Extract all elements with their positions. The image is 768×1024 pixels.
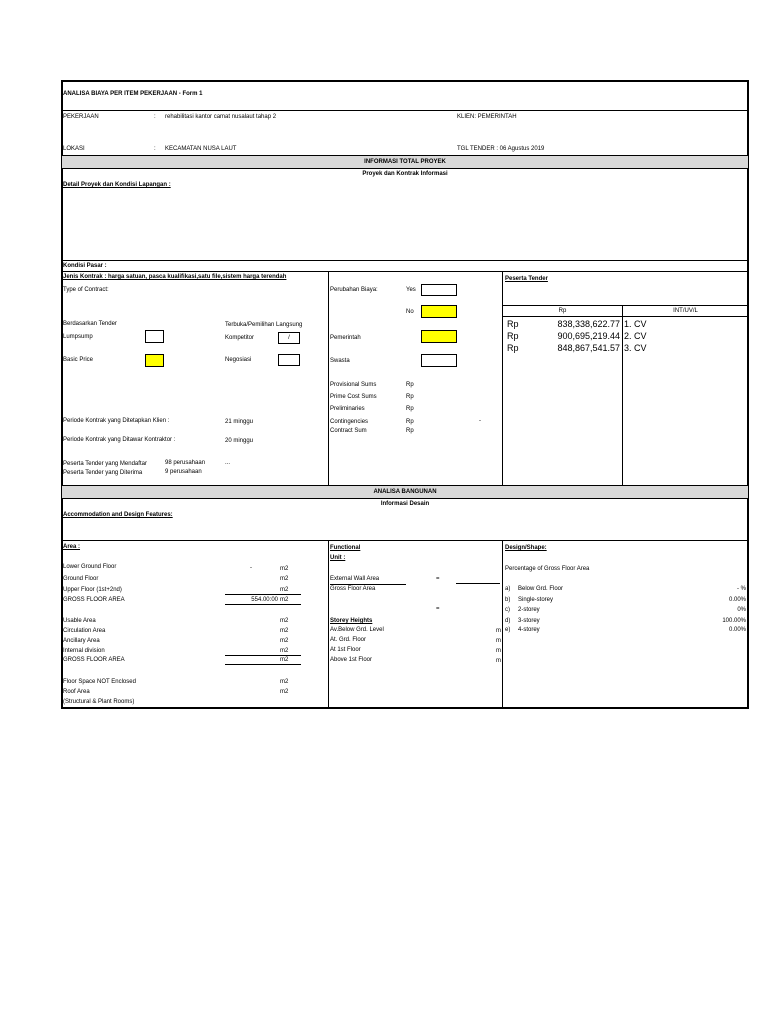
peserta-mendaftar-value: 98 perusahaan: [165, 460, 206, 466]
lumpsump-checkbox[interactable]: [145, 330, 164, 343]
periode-kontraktor-label: Periode Kontrak yang Ditawar Kontraktor :: [63, 437, 176, 443]
external-wall-eq: =: [436, 576, 440, 582]
shape-d-value: 100.00%: [722, 618, 746, 624]
lower-ground-unit: m2: [280, 566, 289, 572]
form-title: ANALISA BIAYA PER ITEM PEKERJAAN - Form 1: [63, 91, 203, 97]
shape-c-value: 0%: [737, 607, 746, 613]
storey-heights-title: Storey Heights: [330, 618, 373, 624]
storey-below-label: Av.Below Grd. Level: [330, 627, 384, 633]
shape-c-key: c): [505, 607, 510, 613]
peserta-diterima-label: Peserta Tender yang Diterima: [63, 470, 143, 476]
tgl-tender: TGL TENDER : 06 Agustus 2019: [457, 146, 545, 152]
lokasi-label: LOKASI: [63, 146, 85, 152]
ancillary-area-label: Ancillary Area: [63, 638, 100, 644]
shape-c-label: 2-storey: [518, 607, 540, 613]
klien-label: KLIEN: PEMERINTAH: [457, 114, 517, 120]
ground-floor-unit: m2: [280, 576, 289, 582]
lokasi-value: KECAMATAN NUSA LAUT: [165, 146, 237, 152]
not-enclosed-label: Floor Space NOT Enclosed: [63, 679, 136, 685]
periode-klien-label: Periode Kontrak yang Ditetapkan Klien :: [63, 418, 170, 424]
basic-price-label: Basic Price: [63, 357, 94, 363]
storey-above-label: Above 1st Floor: [330, 657, 373, 663]
informasi-total-subtitle: Proyek dan Kontrak Informasi: [362, 171, 448, 177]
contingencies-label: Contingencies: [330, 419, 369, 425]
gross-floor-area-label: GROSS FLOOR AREA: [63, 597, 125, 603]
swasta-label: Swasta: [330, 358, 350, 364]
functional-title: Functional: [330, 545, 361, 551]
storey-first-label: At 1st Floor: [330, 647, 361, 653]
percentage-label: Percentage of Gross Floor Area: [505, 566, 590, 572]
storey-above-unit: m: [496, 658, 501, 664]
storey-below-unit: m: [496, 628, 501, 634]
lumpsump-label: Lumpsump: [63, 334, 93, 340]
shape-e-key: e): [505, 627, 511, 633]
shape-d-key: d): [505, 618, 511, 624]
lokasi-sep: :: [154, 146, 156, 152]
kompetitor-field[interactable]: /: [278, 332, 300, 344]
bidder-1-cur: Rp: [507, 319, 519, 329]
provisional-sums-cur: Rp: [406, 382, 414, 388]
shape-a-key: a): [505, 586, 511, 592]
informasi-desain-subtitle: Informasi Desain: [380, 501, 430, 507]
bidder-2-amount: 900,695,219.44: [557, 331, 620, 341]
circulation-area-unit: m2: [280, 628, 289, 634]
total-line: [225, 664, 301, 665]
divider: [62, 540, 748, 541]
total-line: [225, 604, 301, 605]
negosiasi-checkbox[interactable]: [278, 354, 300, 366]
column-divider: [502, 540, 503, 708]
upper-floor-unit: m2: [280, 587, 289, 593]
preliminaries-cur: Rp: [406, 406, 414, 412]
berdasarkan-tender-label: Berdasarkan Tender: [63, 321, 117, 327]
pekerjaan-label: PEKERJAAN: [63, 114, 99, 120]
terbuka-label: Terbuka/Pemilihan Langsung: [225, 322, 303, 328]
pemerintah-label: Pemerintah: [330, 335, 361, 341]
col-rp-header: Rp: [558, 308, 567, 314]
shape-b-label: Single-storey: [518, 597, 554, 603]
swasta-checkbox[interactable]: [421, 354, 457, 367]
shape-b-value: 0.00%: [728, 597, 746, 603]
no-checkbox[interactable]: [421, 305, 457, 318]
yes-label: Yes: [406, 287, 416, 293]
upper-floor-label: Upper Floor (1st+2nd): [63, 587, 122, 593]
periode-kontraktor-value: 20 minggu: [225, 438, 254, 444]
contract-sum-cur: Rp: [406, 428, 414, 434]
bidder-3-name: 3. CV: [624, 343, 647, 353]
bidder-1-amount: 838,338,622.77: [557, 319, 620, 329]
kompetitor-label: Kompetitor: [225, 335, 255, 341]
preliminaries-label: Preliminaries: [330, 406, 365, 412]
yes-checkbox[interactable]: [421, 284, 457, 296]
perubahan-biaya-label: Perubahan Biaya:: [330, 287, 378, 293]
divider: [62, 260, 748, 261]
ground-floor-label: Ground Floor: [63, 576, 99, 582]
lower-ground-label: Lower Ground Floor: [63, 564, 117, 570]
gross-floor-area-2-unit: m2: [280, 657, 289, 663]
periode-klien-value: 21 minggu: [225, 419, 254, 425]
ancillary-area-unit: m2: [280, 638, 289, 644]
gross-floor-label: Gross Floor Area: [330, 586, 376, 592]
gross-floor-area-unit: m2: [280, 597, 289, 603]
basic-price-checkbox[interactable]: [145, 354, 164, 367]
external-wall-label: External Wall Area: [330, 576, 380, 582]
divider: [62, 271, 748, 272]
shape-a-label: Below Grd. Floor: [518, 586, 564, 592]
type-of-contract-label: Type of Contract:: [63, 287, 109, 293]
sum-line: [225, 655, 301, 656]
shape-e-label: 4-storey: [518, 627, 540, 633]
accommodation-label: Accommodation and Design Features:: [63, 512, 173, 518]
column-divider: [502, 271, 503, 485]
prime-cost-cur: Rp: [406, 394, 414, 400]
detail-proyek-label: Detail Proyek dan Kondisi Lapangan :: [63, 182, 171, 188]
storey-ground-unit: m: [496, 638, 501, 644]
design-shape-title: Design/Shape:: [505, 545, 547, 551]
usable-area-label: Usable Area: [63, 618, 96, 624]
gross-floor-area-value: 554.00:00: [251, 597, 278, 603]
analisa-bangunan-title: ANALISA BANGUNAN: [373, 489, 437, 495]
shape-e-value: 0.00%: [728, 627, 746, 633]
contingencies-cur: Rp: [406, 419, 414, 425]
sum-line: [225, 594, 301, 595]
pekerjaan-sep: :: [154, 114, 156, 120]
shape-b-key: b): [505, 597, 511, 603]
column-divider: [328, 271, 329, 485]
peserta-diterima-value: 9 perusahaan: [165, 469, 202, 475]
kondisi-pasar-label: Kondisi Pasar :: [63, 263, 107, 269]
contract-sum-label: Contract Sum: [330, 428, 367, 434]
informasi-total-title: INFORMASI TOTAL PROYEK: [364, 159, 446, 165]
internal-division-label: Internal division: [63, 648, 105, 654]
pemerintah-checkbox[interactable]: [421, 330, 457, 343]
divider: [503, 316, 748, 317]
pekerjaan-value: rehabilitasi kantor camat nusalaut tahap 2: [165, 114, 277, 120]
roof-area-label: Roof Area: [63, 689, 90, 695]
bidder-2-cur: Rp: [507, 331, 519, 341]
no-label: No: [406, 309, 414, 315]
prime-cost-label: Prime Cost Sums: [330, 394, 377, 400]
peserta-mendaftar-extra: ...: [225, 460, 231, 466]
structural-label: (Structural & Plant Rooms): [63, 699, 135, 705]
provisional-sums-label: Provisional Sums: [330, 382, 377, 388]
internal-division-unit: m2: [280, 648, 289, 654]
column-divider: [328, 540, 329, 708]
area-title: Area :: [63, 544, 81, 550]
bidder-3-amount: 848,867,541.57: [557, 343, 620, 353]
lower-ground-value: -: [250, 565, 252, 571]
gross-floor-area-2-label: GROSS FLOOR AREA: [63, 657, 125, 663]
bidder-3-cur: Rp: [507, 343, 519, 353]
shape-a-value: - %: [737, 586, 746, 592]
storey-ground-label: At. Grd. Floor: [330, 637, 367, 643]
circulation-area-label: Circulation Area: [63, 628, 106, 634]
peserta-mendaftar-label: Peserta Tender yang Mendaftar: [63, 461, 147, 467]
jenis-kontrak-label: Jenis Kontrak : harga satuan, pasca kualifikasi,satu file,sistem harga terendah: [63, 274, 287, 280]
usable-area-unit: m2: [280, 618, 289, 624]
negosiasi-label: Negosiasi: [225, 357, 252, 363]
contingencies-value: -: [479, 418, 481, 424]
divider: [62, 110, 748, 111]
col-name-header: INT/UV/L: [673, 308, 698, 314]
roof-area-unit: m2: [280, 689, 289, 695]
value-line: [456, 583, 500, 584]
unit-title: Unit :: [330, 555, 346, 561]
not-enclosed-unit: m2: [280, 679, 289, 685]
divider: [503, 305, 748, 306]
divider: [330, 584, 406, 585]
ratio-eq: =: [436, 606, 440, 612]
bidder-1-name: 1. CV: [624, 319, 647, 329]
column-divider: [622, 305, 623, 485]
bidder-2-name: 2. CV: [624, 331, 647, 341]
peserta-tender-title: Peserta Tender: [505, 276, 548, 282]
storey-first-unit: m: [496, 648, 501, 654]
shape-d-label: 3-storey: [518, 618, 540, 624]
